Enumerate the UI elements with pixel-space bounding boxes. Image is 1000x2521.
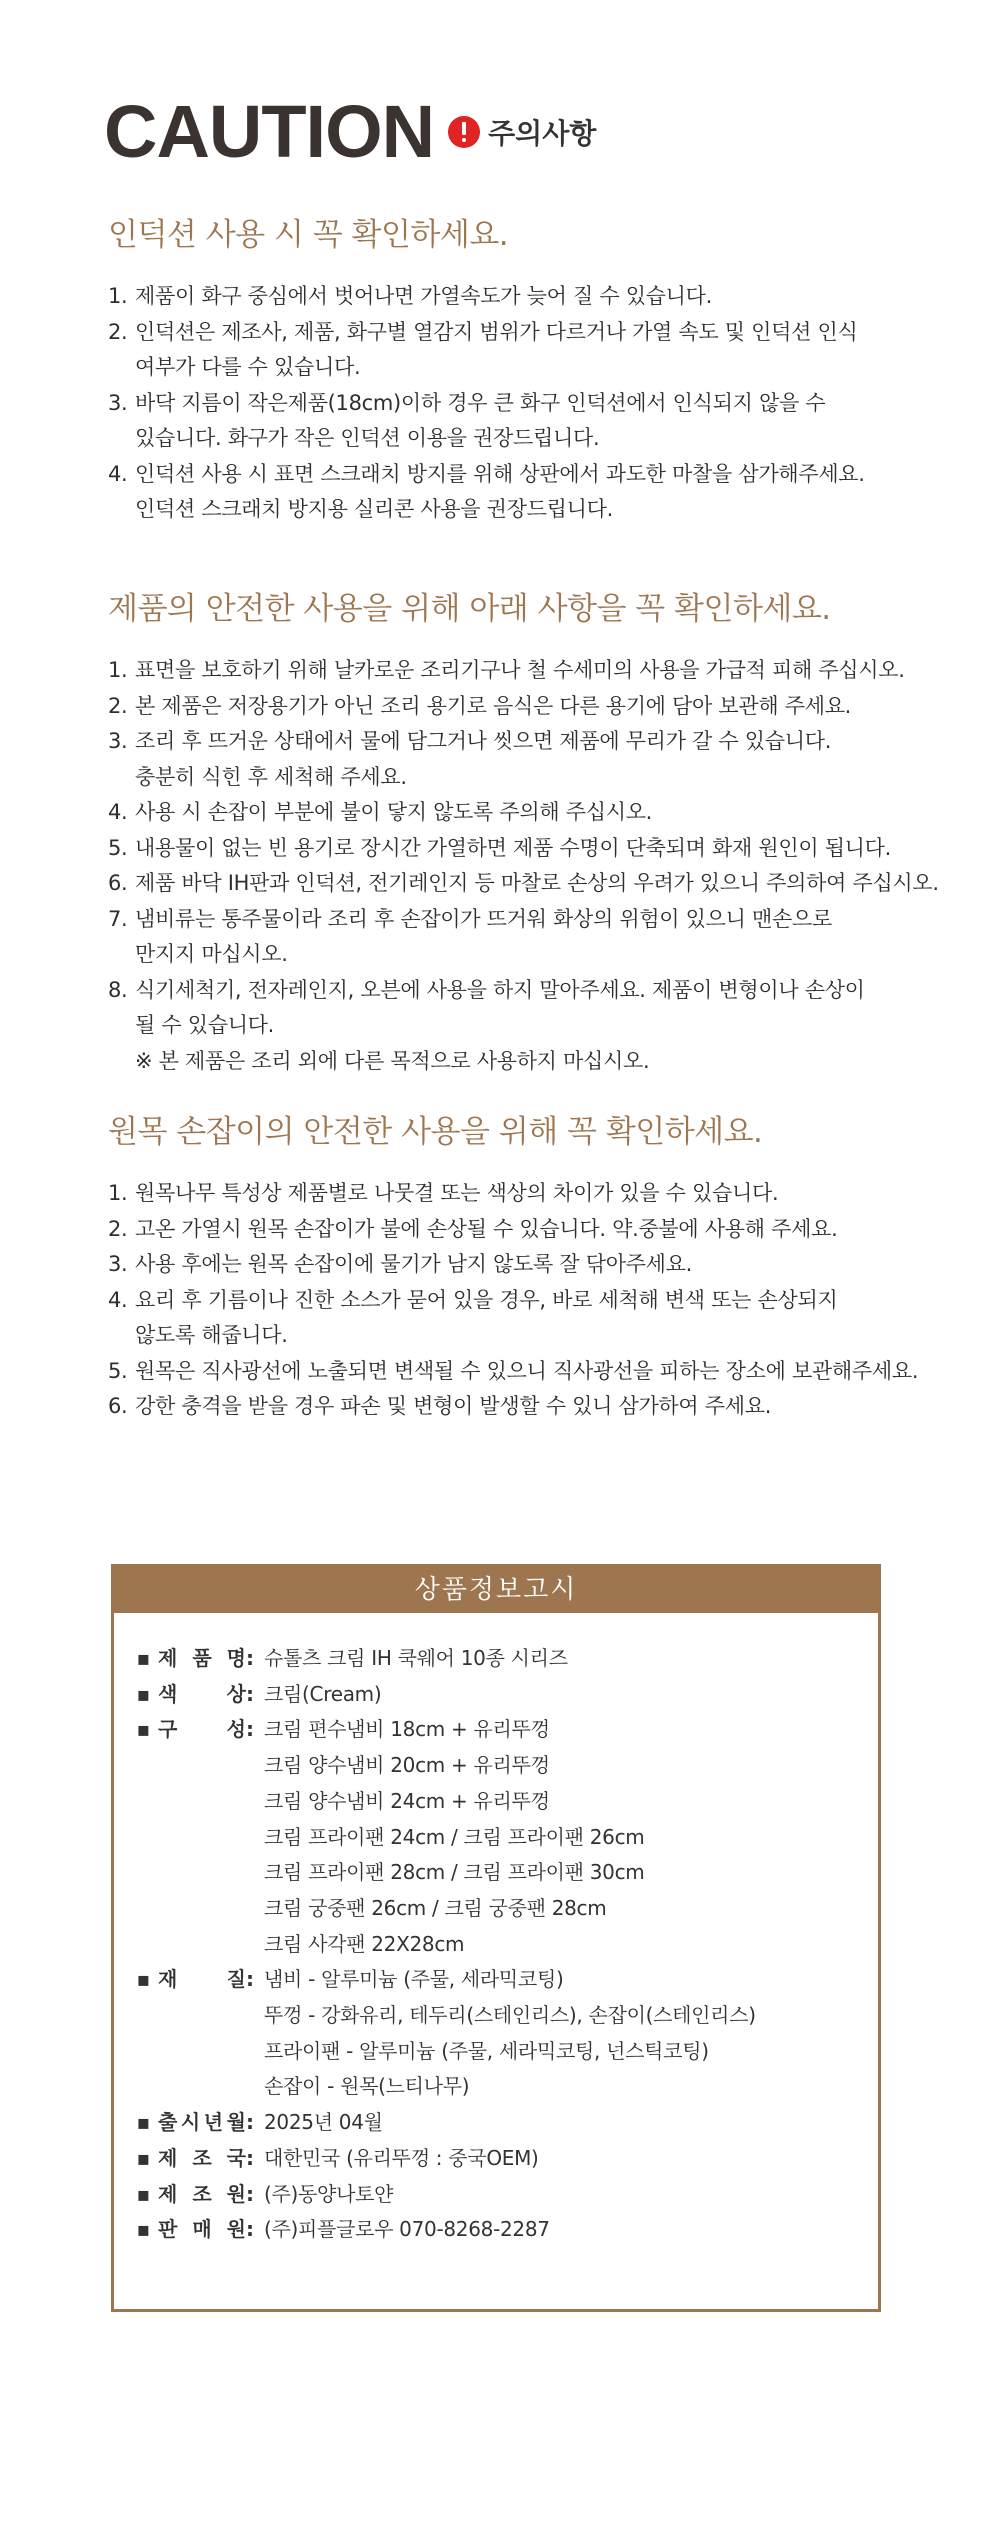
item-text: 사용 시 손잡이 부분에 불이 닿지 않도록 주의해 주십시오. (135, 800, 653, 824)
info-value: 2025년 04월 (264, 2110, 383, 2135)
info-label (158, 2212, 246, 2248)
section-safety (108, 587, 968, 1079)
section-title: 원목 손잡이의 안전한 사용을 위해 꼭 확인하세요. (108, 1114, 763, 1150)
list-item (108, 902, 968, 973)
label-char: 원 (226, 2181, 246, 2206)
item-number: 5. (108, 1358, 128, 1383)
info-row-material (114, 1962, 878, 2105)
item-text: 조리 후 뜨거운 상태에서 물에 담그거나 씻으면 제품에 무리가 갈 수 있습니다. 충분히 식힌 후 세척해 주세요. (135, 729, 832, 789)
info-label (158, 1641, 246, 1677)
info-value: 냄비 - 알루미늄 (주물, 세라믹코팅) 뚜껑 - 강화유리, 테두리(스테인리스), 손잡이(스테인리스) 프라이팬 - 알루미늄 (주물, 세라믹코팅, 넌스틱코팅) 손잡이 - 원목(느티나무) (264, 1967, 756, 2099)
label-char: 매 (192, 2217, 212, 2242)
item-text: 원목나무 특성상 제품별로 나뭇결 또는 색상의 차이가 있을 수 있습니다. (135, 1181, 779, 1205)
item-number: 5. (108, 835, 128, 860)
bullet: ▪ (136, 2110, 150, 2135)
caution-list (108, 279, 968, 528)
item-text: 사용 후에는 원목 손잡이에 물기가 남지 않도록 잘 닦아주세요. (135, 1252, 693, 1276)
list-item (108, 279, 968, 315)
item-text: 제품 바닥 IH판과 인덕션, 전기레인지 등 마찰로 손상의 우려가 있으니 주의하여 주십시오. (135, 871, 939, 895)
item-number: 2. (108, 319, 128, 344)
label-char: 성 (226, 1717, 246, 1742)
label-char: 원 (226, 2217, 246, 2242)
item-number: 3. (108, 390, 128, 415)
item-text: 바닥 지름이 작은제품(18cm)이하 경우 큰 화구 인덕션에서 인식되지 않을 수 있습니다. 화구가 작은 인덕션 이용을 권장드립니다. (135, 390, 826, 450)
product-info-box (111, 1564, 881, 2312)
caution-list (108, 653, 968, 1079)
bullet: ▪ (136, 1967, 150, 1992)
list-item (108, 653, 968, 689)
list-item (108, 457, 968, 528)
label-char: 년 (203, 2110, 224, 2135)
list-item (108, 973, 968, 1044)
list-item (108, 866, 968, 902)
info-value: 크림 편수냄비 18cm + 유리뚜껑 크림 양수냄비 20cm + 유리뚜껑 크림 양수냄비 24cm + 유리뚜껑 크림 프라이팬 24cm / 크림 프라이팬 26cm 크림 프라이팬 28cm / 크림 프라이팬 30cm 크림 궁중팬 26cm / 크림 궁중팬 28cm 크림 사각팬 22X28cm (264, 1717, 645, 1956)
colon: : (246, 1646, 254, 1670)
item-text: 제품이 화구 중심에서 벗어나면 가열속도가 늦어 질 수 있습니다. (135, 284, 713, 308)
list-item (108, 689, 968, 725)
caution-list (108, 1176, 968, 1425)
info-value: (주)피플글로우 070-8268-2287 (264, 2217, 550, 2242)
item-text: 냄비류는 통주물이라 조리 후 손잡이가 뜨거워 화상의 위험이 있으니 맨손으로 만지지 마십시오. (135, 906, 832, 966)
label-char: 조 (192, 2181, 212, 2206)
item-text: 고온 가열시 원목 손잡이가 불에 손상될 수 있습니다. 약.중불에 사용해 주세요. (135, 1216, 838, 1241)
colon: : (246, 1681, 254, 1706)
item-number: 2. (108, 693, 128, 718)
product-info-list (114, 1613, 878, 2248)
info-value: (주)동양나토얀 (264, 2181, 394, 2206)
bullet: ▪ (136, 1681, 150, 1706)
info-label (158, 1677, 246, 1713)
info-row-composition (114, 1712, 878, 1962)
note-item (108, 1044, 968, 1080)
list-item (108, 1389, 968, 1425)
info-value: 슈톨츠 크림 IH 쿡웨어 10종 시리즈 (264, 1646, 568, 1670)
list-item (108, 315, 968, 386)
label-char: 색 (158, 1681, 178, 1706)
item-text: 강한 충격을 받을 경우 파손 및 변형이 발생할 수 있니 삼가하여 주세요. (135, 1394, 772, 1418)
bullet: ▪ (136, 1717, 150, 1742)
bullet: ▪ (136, 2145, 150, 2170)
section-wooden-handle (108, 1110, 968, 1425)
label-char: 시 (180, 2110, 201, 2135)
info-label (158, 2177, 246, 2213)
item-text: 식기세척기, 전자레인지, 오븐에 사용을 하지 말아주세요. 제품이 변형이나 손상이 될 수 있습니다. (135, 977, 865, 1037)
bullet: ▪ (136, 2181, 150, 2206)
label-char: 재 (158, 1967, 178, 1992)
info-row-manufacturer (114, 2177, 878, 2213)
item-number: 2. (108, 1216, 128, 1241)
info-label (158, 1712, 246, 1962)
label-char: 상 (226, 1681, 246, 1706)
item-number: 4. (108, 800, 128, 824)
label-char: 품 (192, 1646, 212, 1670)
list-item (108, 1176, 968, 1212)
label-char: 조 (192, 2145, 212, 2170)
colon: : (246, 2145, 254, 2170)
label-char: 제 (158, 1646, 178, 1670)
colon: : (246, 2181, 254, 2206)
item-number: 8. (108, 977, 128, 1002)
colon: : (246, 1717, 254, 1742)
info-label (158, 1962, 246, 2105)
item-text: 원목은 직사광선에 노출되면 변색될 수 있으니 직사광선을 피하는 장소에 보관해주세요. (135, 1358, 919, 1383)
list-item (108, 795, 968, 831)
list-item (108, 724, 968, 795)
info-value: 크림(Cream) (264, 1681, 382, 1706)
list-item (108, 831, 968, 867)
list-item (108, 386, 968, 457)
item-text: 인덕션은 제조사, 제품, 화구별 열감지 범위가 다르거나 가열 속도 및 인덕션 인식 여부가 다를 수 있습니다. (135, 319, 858, 379)
item-number: 3. (108, 729, 128, 753)
item-number: 1. (108, 658, 128, 682)
list-item (108, 1283, 968, 1354)
caution-subtitle: 주의사항 (488, 117, 597, 150)
exclamation-icon (448, 116, 480, 148)
product-info-title: 상품정보고시 (114, 1567, 878, 1613)
label-char: 제 (158, 2181, 178, 2206)
section-title: 제품의 안전한 사용을 위해 아래 사항을 꼭 확인하세요. (108, 591, 831, 627)
bullet: ▪ (136, 1646, 150, 1670)
item-number: 4. (108, 1287, 128, 1312)
item-number: 4. (108, 461, 128, 486)
item-number: 3. (108, 1252, 128, 1276)
item-text: 표면을 보호하기 위해 날카로운 조리기구나 철 수세미의 사용을 가급적 피해 주십시오. (135, 658, 905, 682)
info-row-release-date (114, 2105, 878, 2141)
item-number: 6. (108, 871, 128, 895)
label-char: 질 (226, 1967, 246, 1992)
label-char: 국 (226, 2145, 246, 2170)
item-text: 요리 후 기름이나 진한 소스가 묻어 있을 경우, 바로 세척해 변색 또는 손상되지 않도록 해줍니다. (135, 1287, 838, 1347)
info-row-color (114, 1677, 878, 1713)
info-row-product-name (114, 1641, 878, 1677)
list-item (108, 1354, 968, 1390)
label-char: 판 (158, 2217, 178, 2242)
colon: : (246, 2217, 254, 2242)
section-title: 인덕션 사용 시 꼭 확인하세요. (108, 217, 509, 253)
colon: : (246, 2110, 254, 2135)
info-value: 대한민국 (유리뚜껑 : 중국OEM) (264, 2145, 539, 2170)
note-text: ※ 본 제품은 조리 외에 다른 목적으로 사용하지 마십시오. (135, 1048, 650, 1073)
label-char: 월 (226, 2110, 246, 2135)
caution-title: CAUTION (104, 90, 435, 173)
info-row-country (114, 2141, 878, 2177)
info-label (158, 2105, 246, 2141)
item-text: 인덕션 사용 시 표면 스크래치 방지를 위해 상판에서 과도한 마찰을 삼가해주세요. 인덕션 스크래치 방지용 실리콘 사용을 권장드립니다. (135, 461, 865, 521)
list-item (108, 1212, 968, 1248)
item-number: 7. (108, 906, 128, 931)
caution-header (104, 92, 596, 172)
info-row-seller (114, 2212, 878, 2248)
item-number: 6. (108, 1394, 128, 1418)
item-text: 본 제품은 저장용기가 아닌 조리 용기로 음식은 다른 용기에 담아 보관해 주세요. (135, 693, 852, 718)
label-char: 제 (158, 2145, 178, 2170)
label-char: 명 (226, 1646, 246, 1670)
label-char: 출 (158, 2110, 178, 2135)
item-number: 1. (108, 284, 128, 308)
item-number: 1. (108, 1181, 128, 1205)
item-text: 내용물이 없는 빈 용기로 장시간 가열하면 제품 수명이 단축되며 화재 원인이 됩니다. (135, 835, 892, 860)
label-char: 구 (158, 1717, 178, 1742)
colon: : (246, 1967, 254, 1992)
list-item (108, 1247, 968, 1283)
bullet: ▪ (136, 2217, 150, 2242)
info-label (158, 2141, 246, 2177)
section-induction (108, 213, 968, 528)
